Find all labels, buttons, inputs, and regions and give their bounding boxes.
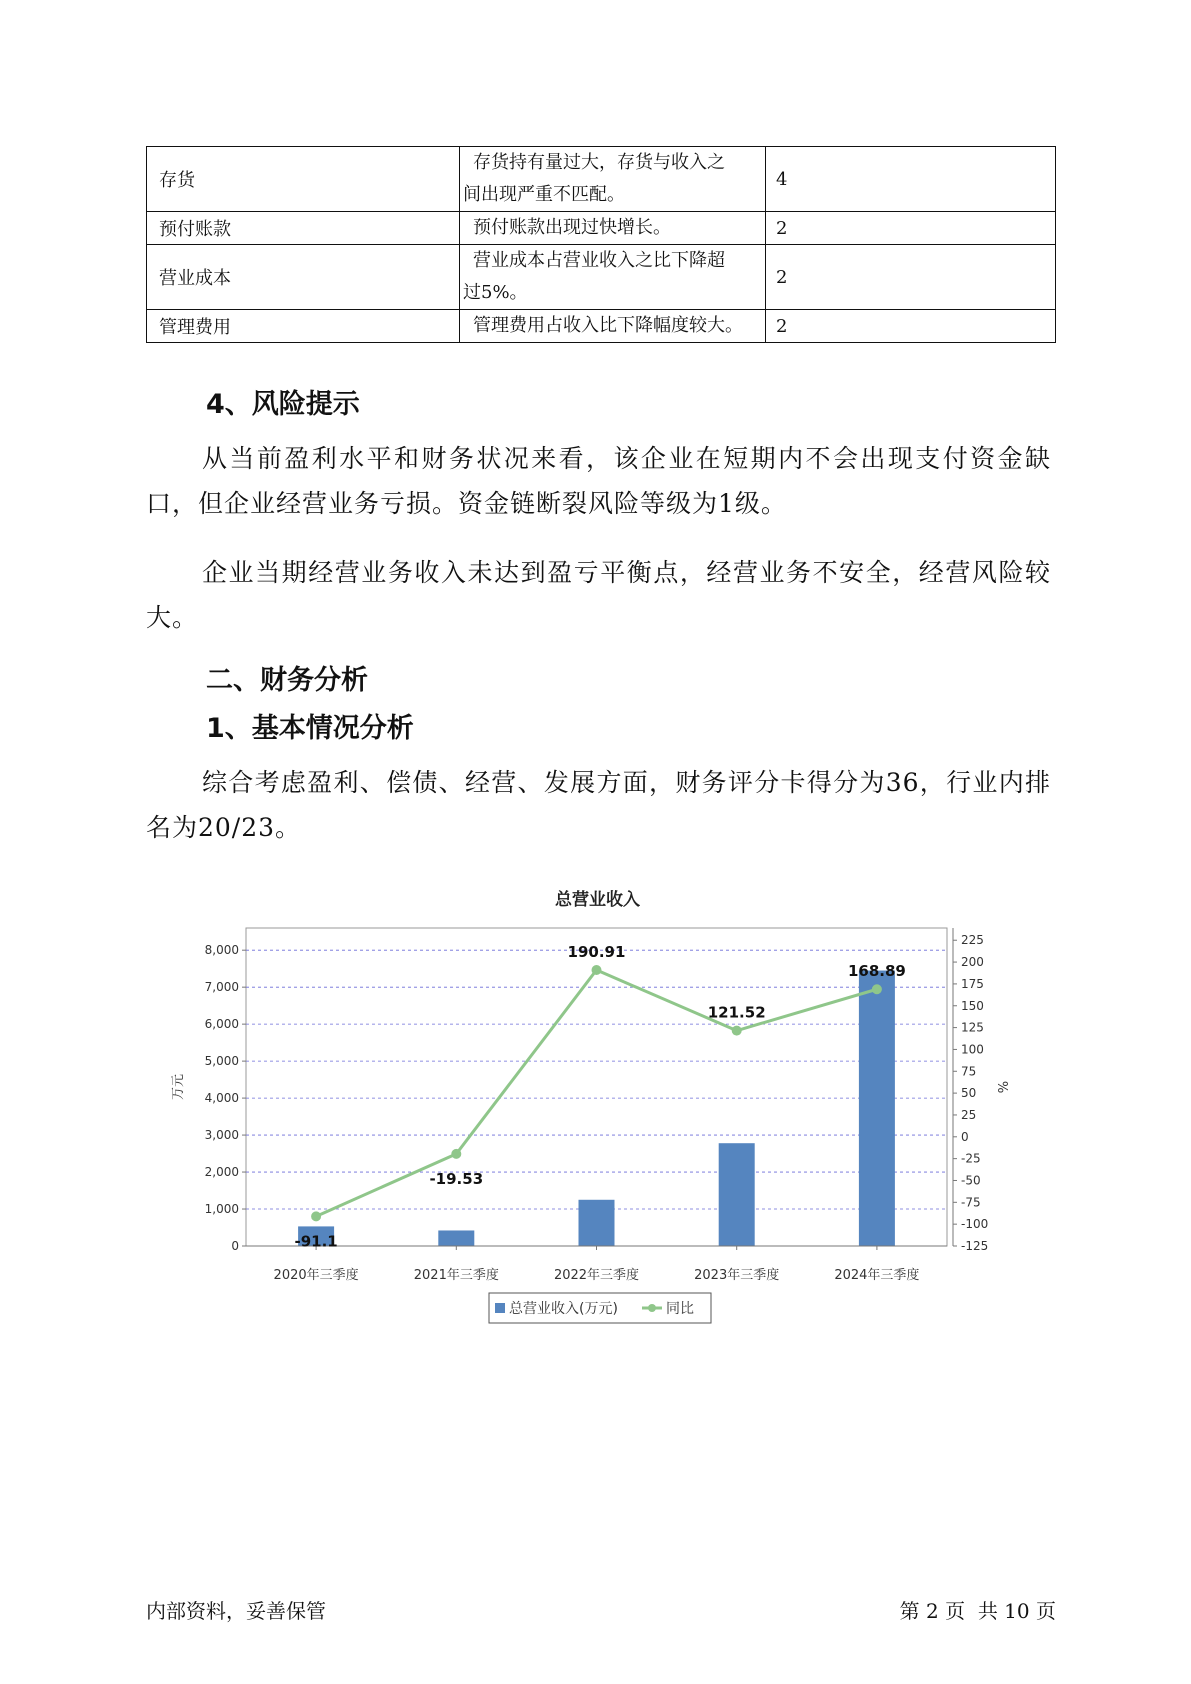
desc-cell [460, 147, 766, 212]
legend-bar-swatch [495, 1303, 505, 1313]
x-tick-label: 2023年三季度 [694, 1268, 780, 1283]
yoy-data-label: 168.89 [847, 962, 906, 981]
yoy-data-label: 190.91 [567, 943, 626, 962]
y-left-tick-label: 3,000 [204, 1128, 239, 1143]
desc-line: 管理费用占收入比下降幅度较大。 [473, 315, 743, 336]
x-tick-label: 2024年三季度 [834, 1268, 920, 1283]
item-cell: 存货 [147, 147, 460, 212]
score-cell: 2 [766, 212, 1056, 245]
table-row [147, 245, 1056, 310]
yoy-data-label: -19.53 [429, 1169, 484, 1188]
y-right-tick-label: -25 [961, 1151, 981, 1166]
revenue-bar [719, 1143, 755, 1246]
x-tick-label: 2022年三季度 [553, 1268, 640, 1283]
subsection-heading-basic: 1、基本情况分析 [206, 713, 414, 744]
table-row [147, 310, 1056, 343]
y-right-tick-label: 25 [961, 1107, 977, 1122]
desc-line: 营业成本占营业收入之比下降超 [473, 250, 725, 271]
legend-line-marker [648, 1304, 656, 1312]
yoy-point [311, 1211, 321, 1221]
yoy-point [732, 1026, 742, 1036]
risk-paragraph-1: 从当前盈利水平和财务状况来看，该企业在短期内不会出现支付资金缺口，但企业经营业务亏损。资金链断裂风险等级为1级。 [146, 444, 1051, 518]
y-right-tick-label: -125 [961, 1239, 989, 1253]
revenue-bar [579, 1200, 615, 1246]
y-right-axis-label: % [997, 1080, 1012, 1094]
y-left-tick-label: 6,000 [204, 1017, 239, 1032]
desc-cell [460, 245, 766, 310]
plot-area [246, 928, 947, 1246]
y-right-tick-label: 100 [961, 1042, 984, 1057]
table-row [147, 212, 1056, 245]
item-cell: 管理费用 [147, 310, 460, 343]
y-left-tick-label: 1,000 [204, 1202, 239, 1217]
y-right-tick-label: -75 [961, 1195, 981, 1210]
footer-confidential: 内部资料，妥善保管 [146, 1599, 326, 1623]
x-tick-label: 2021年三季度 [413, 1268, 499, 1283]
risk-table [146, 146, 1056, 343]
revenue-bar [859, 971, 895, 1246]
score-cell: 2 [766, 245, 1056, 310]
y-right-tick-label: 125 [961, 1020, 984, 1035]
desc-line: 预付账款出现过快增长。 [473, 217, 671, 238]
y-right-tick-label: 175 [961, 976, 984, 991]
risk-paragraph-2: 企业当期经营业务收入未达到盈亏平衡点，经营业务不安全，经营风险较大。 [146, 558, 1051, 632]
item-cell: 预付账款 [147, 212, 460, 245]
yoy-point [592, 965, 602, 975]
desc-cell [460, 310, 766, 343]
revenue-bar [438, 1230, 474, 1246]
chart-title: 总营业收入 [555, 890, 640, 910]
y-left-tick-label: 7,000 [204, 980, 239, 995]
y-right-tick-label: 200 [961, 955, 984, 970]
section-heading-risk: 4、风险提示 [206, 389, 360, 420]
yoy-data-label: -91.1 [294, 1232, 338, 1251]
y-left-tick-label: 5,000 [204, 1054, 239, 1069]
y-left-tick-label: 2,000 [204, 1165, 239, 1180]
score-cell: 4 [766, 147, 1056, 212]
y-right-tick-label: -50 [961, 1173, 981, 1188]
table-row [147, 147, 1056, 212]
desc-cell [460, 212, 766, 245]
y-left-tick-label: 4,000 [204, 1091, 239, 1106]
item-cell: 营业成本 [147, 245, 460, 310]
finance-paragraph: 综合考虑盈利、偿债、经营、发展方面，财务评分卡得分为36，行业内排名为20/23。 [146, 768, 1051, 842]
y-right-tick-label: 225 [961, 933, 984, 948]
yoy-point [451, 1149, 461, 1159]
y-left-tick-label: 8,000 [204, 943, 239, 958]
y-right-tick-label: 0 [961, 1129, 969, 1144]
footer-page-number: 第 2 页 共 10 页 [899, 1599, 1056, 1623]
yoy-data-label: 121.52 [707, 1003, 766, 1022]
y-right-tick-label: 50 [961, 1086, 977, 1101]
legend-bar-label: 总营业收入(万元) [509, 1301, 618, 1317]
revenue-chart [146, 873, 1046, 1343]
y-right-tick-label: -100 [961, 1217, 989, 1232]
desc-line: 过5%。 [463, 282, 528, 303]
desc-line: 存货持有量过大，存货与收入之 [473, 152, 725, 173]
y-right-tick-label: 75 [961, 1064, 977, 1079]
yoy-point [872, 984, 882, 994]
x-tick-label: 2020年三季度 [273, 1268, 359, 1283]
desc-line: 间出现严重不匹配。 [463, 184, 625, 205]
y-left-tick-label: 0 [231, 1239, 239, 1253]
section-heading-finance: 二、财务分析 [206, 665, 368, 696]
legend-line-label: 同比 [666, 1301, 694, 1317]
y-right-tick-label: 150 [961, 998, 984, 1013]
y-left-axis-label: 万元 [171, 1073, 186, 1101]
score-cell: 2 [766, 310, 1056, 343]
